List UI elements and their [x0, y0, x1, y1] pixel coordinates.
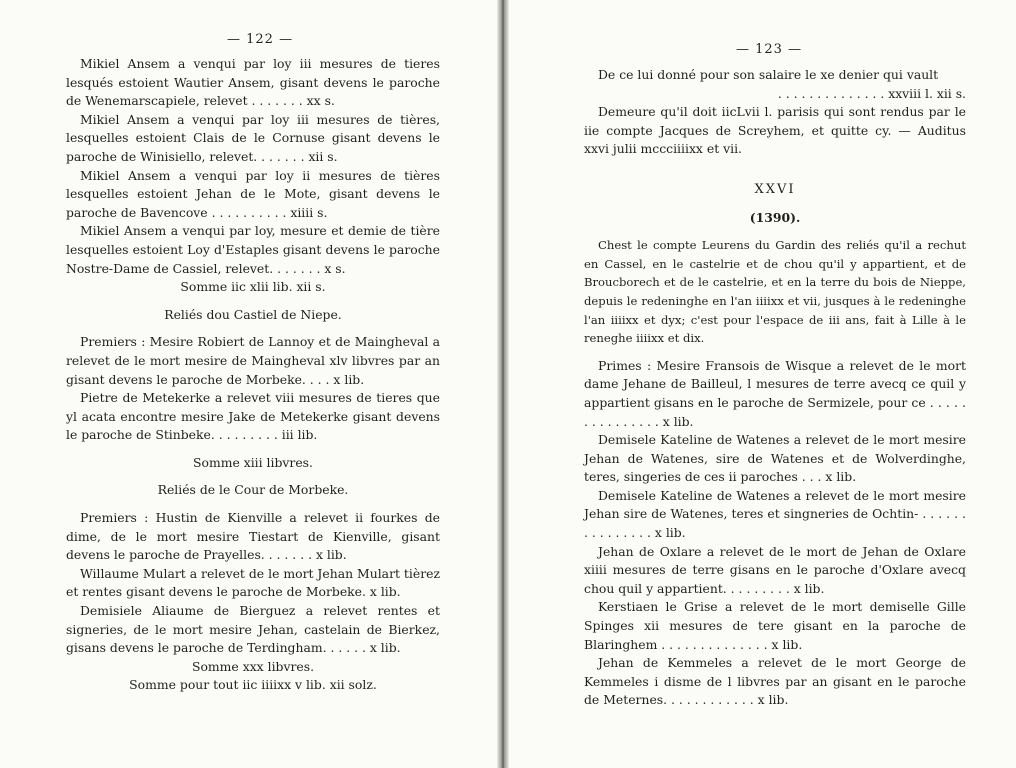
sum-line: Somme iic xlii lib. xii s.: [180, 279, 326, 295]
entry: Demisiele Aliaume de Bierguez a relevet rentes et signeries, de le mort mesire Jehan, castelain de Bierkez, gisans devens le paroche de Terdingham. . . . . . x lib.: [66, 603, 440, 656]
entry: Mikiel Ansem a venqui par loy iii mesures de tières, lesquelles estoient Clais de le Cornuse gisant devens le paroche de Winisiello, relevet. . . . . . . xii s.: [66, 111, 440, 164]
section-title: Reliés de le Cour de Morbeke.: [157, 482, 349, 498]
left-page: [0, 0, 497, 768]
intro-line: De ce lui donné pour son salaire le xe denier qui vault: [598, 67, 939, 82]
entry: Jehan de Kemmeles a relevet de le mort George de Kemmeles i disme de l libvres par an gisant en le paroche de Meternes. . . . . . . . . . . . x lib.: [584, 655, 966, 708]
entry: Willaume Mulart a relevet de le mort Jehan Mulart tièrez et rentes gisant devens le paroche de Morbeke. x lib.: [66, 565, 440, 600]
year-heading: (1390).: [749, 209, 801, 225]
preamble: Chest le compte Leurens du Gardin des reliés qu'il a rechut en Cassel, en le castelrie et de chou qu'il y appartient, et de Broucborech et de le castelrie, et en la terre du bois de Nieppe, depuis le redeninghe en l'an iiiixx et vii, jusques à le redeninghe l'an iiiixx et dyx; c'est pour l'espace de iii ans, fait à Lille à le reneghe iiiixx et dix.: [584, 238, 966, 346]
entry: Premiers : Hustin de Kienville a relevet ii fourkes de dime, de le mort mesire Tiestart de Kienville, gisant devens le paroche de Prayelles. . . . . . . x lib.: [66, 510, 440, 563]
entry: Demisele Kateline de Watenes a relevet de le mort mesire Jehan sire de Watenes, teres et singneries de Ochtin- . . . . . . . . . . . . . . . x lib.: [584, 487, 966, 541]
entry: Demisele Kateline de Watenes a relevet de le mort mesire Jehan de Watenes, sire de Watenes et de Wolverdinghe, teres, singeries de ces ii paroches . . . x lib.: [584, 432, 966, 485]
entry: Premiers : Mesire Robiert de Lannoy et de Maingheval a relevet de le mort mesire de Maingheval xlv libvres par an gisant devens le paroche de Morbeke. . . . x lib.: [66, 334, 440, 387]
entry: Primes : Mesire Fransois de Wisque a relevet de le mort dame Jehane de Bailleul, l mesures de terre avecq ce quil y appartient gisans en le paroche de Sermizele, pour ce . . . . . . . . . . . . . . . x lib.: [584, 357, 966, 429]
page-number: — 122 —: [227, 32, 294, 47]
sum-line: Somme xiii libvres.: [193, 454, 313, 470]
book-gutter: [497, 0, 509, 768]
entry: Mikiel Ansem a venqui par loy ii mesures de tières lesquelles estoient Jehan de le Mote, gisant devens le paroche de Bavencove . . . . . . . . . . xiiii s.: [66, 167, 440, 220]
total-line: Somme pour tout iic iiiixx v lib. xii solz.: [129, 677, 377, 693]
sum-line: Somme xxx libvres.: [191, 658, 315, 674]
chapter-heading: XXVI: [754, 181, 796, 197]
entry: Pietre de Metekerke a relevet viii mesures de tieres que yl acata encontre mesire Jake de Metekerke gisant devens le paroche de Stinbeke. . . . . . . . . iii lib.: [66, 390, 440, 443]
section-title: Reliés dou Castiel de Niepe.: [164, 306, 342, 322]
entry: Mikiel Ansem a venqui par loy, mesure et demie de tière lesquelles estoient Loy d'Estaples gisant devens le paroche Nostre-Dame de Cassiel, relevet. . . . . . . x s.: [66, 223, 440, 276]
right-page: [509, 0, 1016, 768]
page-number: — 123 —: [736, 42, 803, 57]
intro-line: Demeure qu'il doit iicLvii l. parisis qui sont rendus par le iie compte Jacques de Screyhem, et quitte cy. — Auditus xxvi julii mccciiiixx et vii.: [584, 104, 966, 157]
left-page-text: [66, 55, 440, 695]
entry: Kerstiaen le Grise a relevet de le mort demiselle Gille Spinges xii mesures de tere gisant en la paroche de Blaringhem . . . . . . . . . . . . . . x lib.: [584, 599, 966, 652]
entry: Jehan de Oxlare a relevet de le mort de Jehan de Oxlare xiiii mesures de terre gisans en le paroche d'Oxlare avecq chou quil y appartient. . . . . . . . . x lib.: [584, 543, 966, 596]
intro-line: . . . . . . . . . . . . . . xxviii l. xii s.: [777, 85, 966, 101]
entry: Mikiel Ansem a venqui par loy iii mesures de tieres lesqués estoient Wautier Ansem, gisant devens le paroche de Wenemarscapiele, relevet . . . . . . . xx s.: [66, 56, 440, 109]
right-page-text: [584, 66, 966, 710]
